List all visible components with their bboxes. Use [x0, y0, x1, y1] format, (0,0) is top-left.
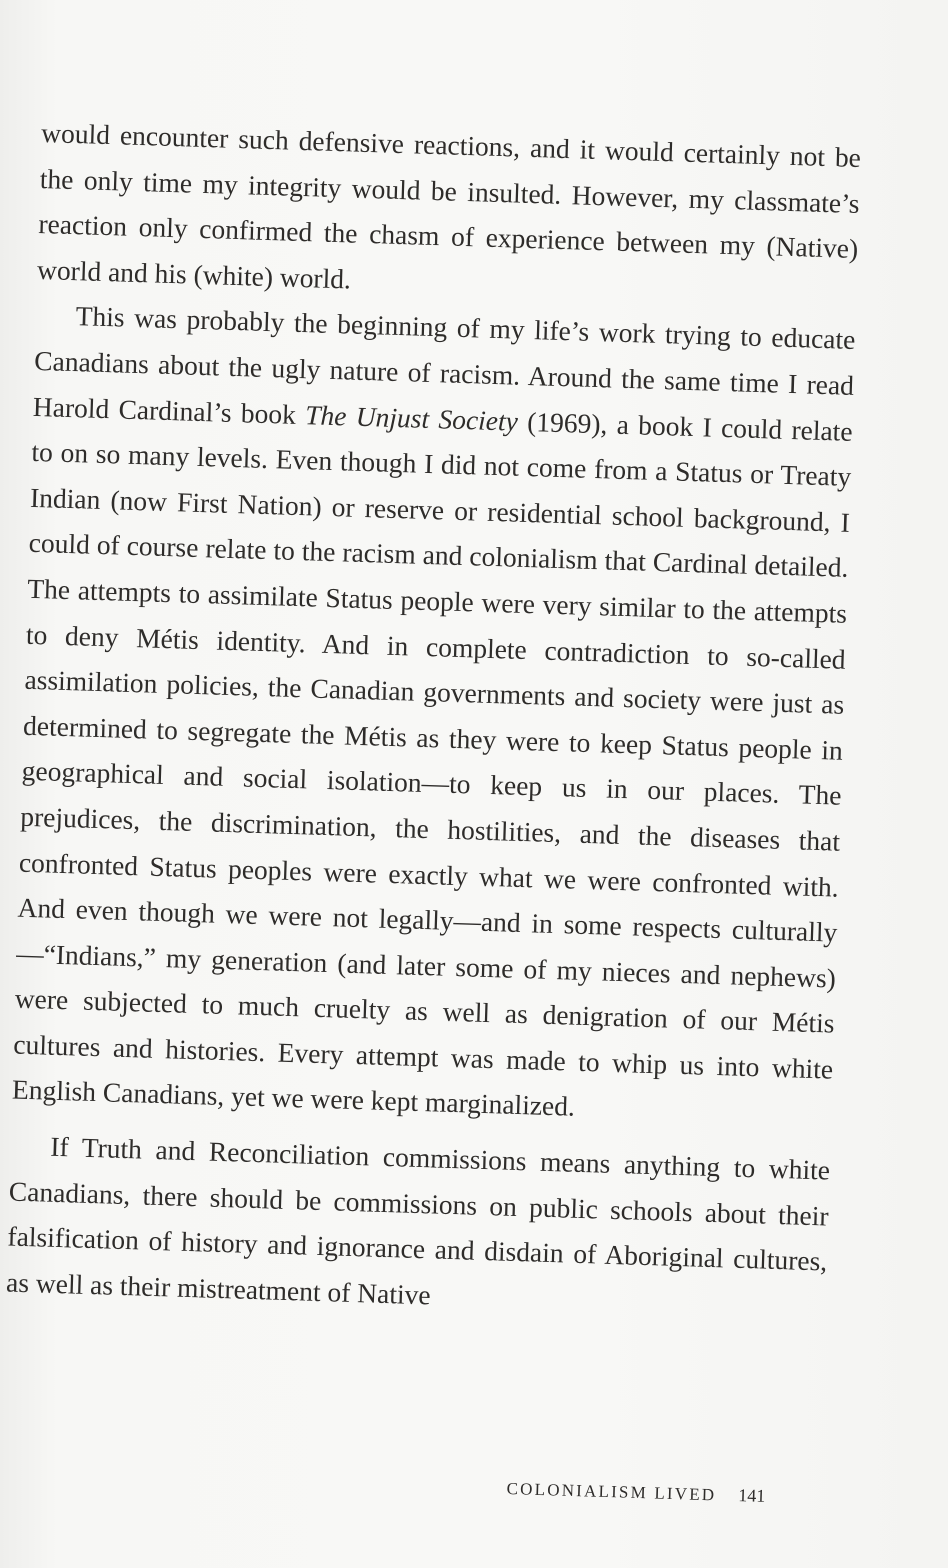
book-title: The Unjust Society	[304, 398, 519, 437]
paragraph-cardinal-start: This was probably the beginning of my life’s work trying to educate Canadians about the ugly nature of racism. Around the same time I read Harold Cardinal’s book	[32, 300, 856, 430]
paragraph-continued: would encounter such defensive reactions, and it would certainly not be the only time my integrity would be insulted. However, my classmate’s reaction only confirmed the chasm of experience between my (Native) world and his (white) world.	[36, 116, 862, 295]
paragraph-truth-reconciliation: If Truth and Reconciliation commissions means anything to white Canadians, there should be commissions on public schools about their falsification of history and ignorance and disdain of Aboriginal cultures, as well as their mistreatment of Native	[5, 1130, 831, 1311]
running-head: COLONIALISM LIVED	[506, 1478, 717, 1505]
paragraph-cardinal	[11, 292, 856, 1137]
page-footer	[506, 1478, 765, 1507]
paragraph-cardinal-rest: (1969), a book I could relate to on so many levels. Even though I did not come from a Status or Treaty Indian (now First Nation) or reserve or residential school background, I could of course relate to the racism and colonialism that Cardinal detailed. The attempts to assimilate Status people were very similar to the attempts to deny Métis identity. And in complete contradiction to so-called assimilation policies, the Canadian governments and society were just as determined to segregate the Métis as they were to keep Status people in geographical and social isolation—to keep us in our places. The prejudices, the discrimination, the hostilities, and the diseases that confronted Status peoples were exactly what we were confronted with. And even though we were not legally—and in some respects culturally—“Indians,” my generation (and later some of my nieces and nephews) were subjected to much cruelty as well as denigration of our Métis cultures and histories. Every attempt was made to whip us into white English Canadians, yet we were kept marginalized.	[11, 405, 854, 1123]
page-number: 141	[738, 1485, 766, 1506]
body-text	[5, 110, 861, 1330]
